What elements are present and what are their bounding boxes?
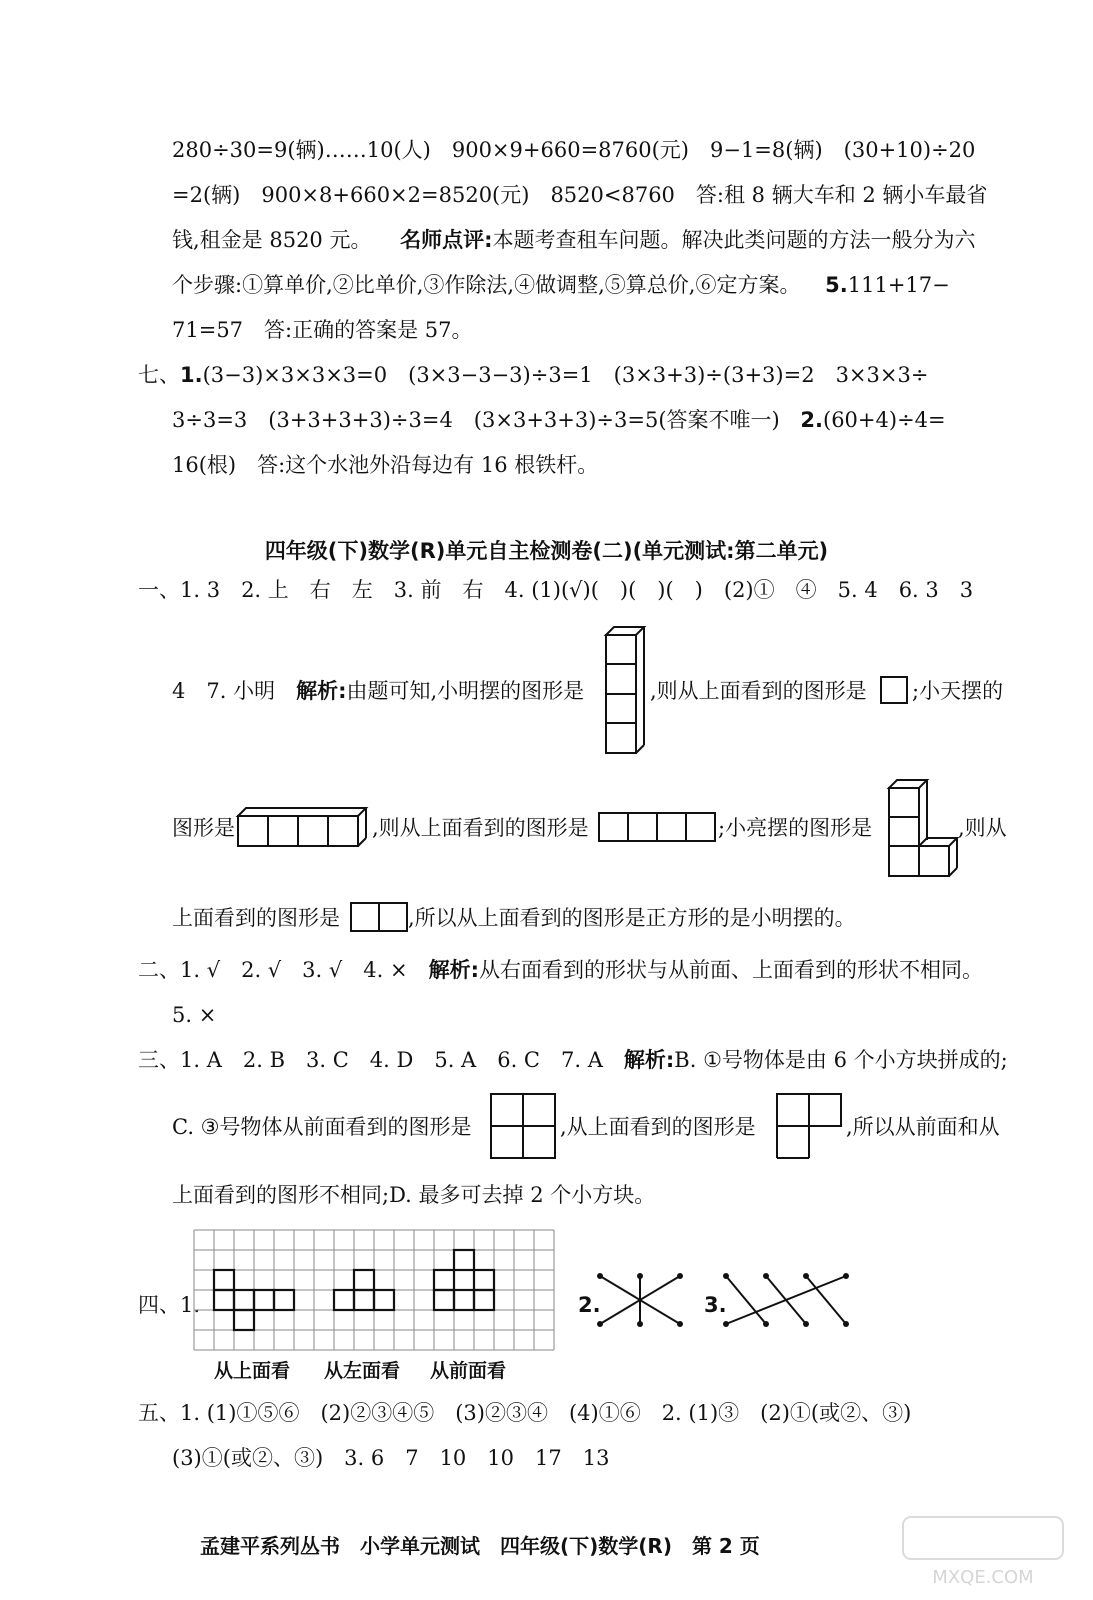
text: 本题考查租车问题。解决此类问题的方法一般分为六 [492,228,976,252]
part3-line3: 上面看到的图形不相同;D. 最多可去掉 2 个小方块。 [172,1183,656,1207]
top-view-square [274,1290,294,1310]
question-number: 2. [800,408,823,432]
part1-line3-end: ,则从 [958,816,1007,840]
part7-line1 [138,360,928,390]
xiaotian-top-view [598,812,722,844]
part2-line1 [138,955,983,985]
part6-line5: 71=57 答:正确的答案是 57。 [172,318,473,342]
part1-line3-mid2: ;小亮摆的图形是 [718,816,873,840]
page-footer: 孟建平系列丛书 小学单元测试 四年级(下)数学(R) 第 2 页 [200,1534,760,1558]
label: 解析: [623,1048,675,1072]
top-view-square [234,1290,254,1310]
grid-figure [192,1228,558,1352]
text: (60+4)÷4= [823,408,946,432]
caption-front-view: 从前面看 [430,1360,507,1382]
text: 钱,租金是 8520 元。 [172,228,372,252]
xiaotian-figure [236,806,376,850]
top-view-square [234,1310,254,1330]
text: 由题可知,小明摆的图形是 [346,679,585,703]
part5-line2: (3)①(或②、③) 3. 6 7 10 10 17 13 [172,1446,610,1470]
part1-line2-mid: ,则从上面看到的图形是 [650,679,867,703]
label: 解析: [296,679,347,703]
caption-top-view: 从上面看 [214,1360,291,1382]
part5-line1 [138,1398,911,1428]
front-view-figure [490,1093,560,1163]
front-view-square [454,1250,474,1270]
label: 名师点评: [400,228,493,252]
part6-line2: =2(辆) 900×8+660×2=8520(元) 8520<8760 答:租 8 辆大车和 2 辆小车最省 [172,183,988,207]
part1-line4-start: 上面看到的图形是 [172,906,340,930]
part7-line2 [172,405,946,435]
front-view-square [434,1270,454,1290]
part3-line2-mid: ,从上面看到的图形是 [560,1115,756,1139]
text: 个步骤:①算单价,②比单价,③作除法,④做调整,⑤算总价,⑥定方案。 [172,273,801,297]
section-prefix: 七、 [138,363,180,387]
part1-line4-end: ,所以从上面看到的图形是正方形的是小明摆的。 [408,906,856,930]
question-number: 1. [180,363,203,387]
top-view-square [214,1290,234,1310]
text: 1. √ 2. √ 3. √ 4. × [180,958,429,982]
xiaoliang-figure [885,778,960,878]
part6-line1: 280÷30=9(辆)……10(人) 900×9+660=8760(元) 9−1=8(辆) (30+10)÷20 [172,138,976,162]
front-view-square [474,1290,494,1310]
part4-prefix: 四、1. [138,1293,201,1317]
part4-num2: 2. [578,1293,601,1317]
text: 111+17− [847,273,950,297]
part1-line3-start: 图形是 [172,816,235,840]
part1-line1 [138,575,973,605]
left-view-square [334,1290,354,1310]
section-prefix: 一、 [138,578,180,602]
part6-line3 [172,225,976,255]
text: B. ①号物体是由 6 个小方块拼成的; [674,1048,1008,1072]
front-view-square [474,1270,494,1290]
section-prefix: 三、 [138,1048,180,1072]
left-view-square [354,1270,374,1290]
part3-line1 [138,1045,1008,1075]
matching-lines-3 [722,1272,852,1332]
text: 4 7. 小明 [172,679,297,703]
question-number: 5. [825,273,848,297]
watermark-text: MXQE.COM [932,1567,1034,1588]
section-prefix: 二、 [138,958,180,982]
xiaoming-top-view [880,676,910,706]
matching-lines-2 [596,1272,688,1332]
part3-line2-start: C. ③号物体从前面看到的图形是 [172,1115,472,1139]
xiaoming-figure [600,625,650,755]
text: 1. (1)①⑤⑥ (2)②③④⑤ (3)②③④ (4)①⑥ 2. (1)③ (2)①(或②、③) [180,1401,912,1425]
part2-line2: 5. × [172,1003,217,1027]
text: (3−3)×3×3×3=0 (3×3−3−3)÷3=1 (3×3+3)÷(3+3)=2 3×3×3÷ [202,363,929,387]
xiaoliang-top-view [350,902,410,934]
text: 3÷3=3 (3+3+3+3)÷3=4 (3×3+3+3)÷3=5(答案不唯一) [172,408,780,432]
section-prefix: 五、 [138,1401,180,1425]
text: 1. 3 2. 上 右 左 3. 前 右 4. (1)(√)( )( )( ) (2)① ④ 5. 4 6. 3 3 [180,578,974,602]
left-view-square [354,1290,374,1310]
text: 1. A 2. B 3. C 4. D 5. A 6. C 7. A [180,1048,624,1072]
part1-line3-mid: ,则从上面看到的图形是 [372,816,589,840]
part7-line3: 16(根) 答:这个水池外沿每边有 16 根铁杆。 [172,453,599,477]
text: 从右面看到的形状与从前面、上面看到的形状不相同。 [479,958,983,982]
section-title: 四年级(下)数学(R)单元自主检测卷(二)(单元测试:第二单元) [264,539,829,563]
part1-line2 [172,676,584,706]
part1-line2-end: ;小天摆的 [912,679,1004,703]
label: 解析: [428,958,479,982]
top-view-square [254,1290,274,1310]
left-view-square [374,1290,394,1310]
part6-line4 [172,270,950,300]
front-view-square [434,1290,454,1310]
part3-line2-end: ,所以从前面和从 [846,1115,1000,1139]
watermark-logo [893,1515,1073,1590]
top-view-square [214,1270,234,1290]
top-view-figure [776,1093,846,1163]
caption-left-view: 从左面看 [324,1360,401,1382]
front-view-square [454,1290,474,1310]
part4-num3: 3. [704,1293,727,1317]
